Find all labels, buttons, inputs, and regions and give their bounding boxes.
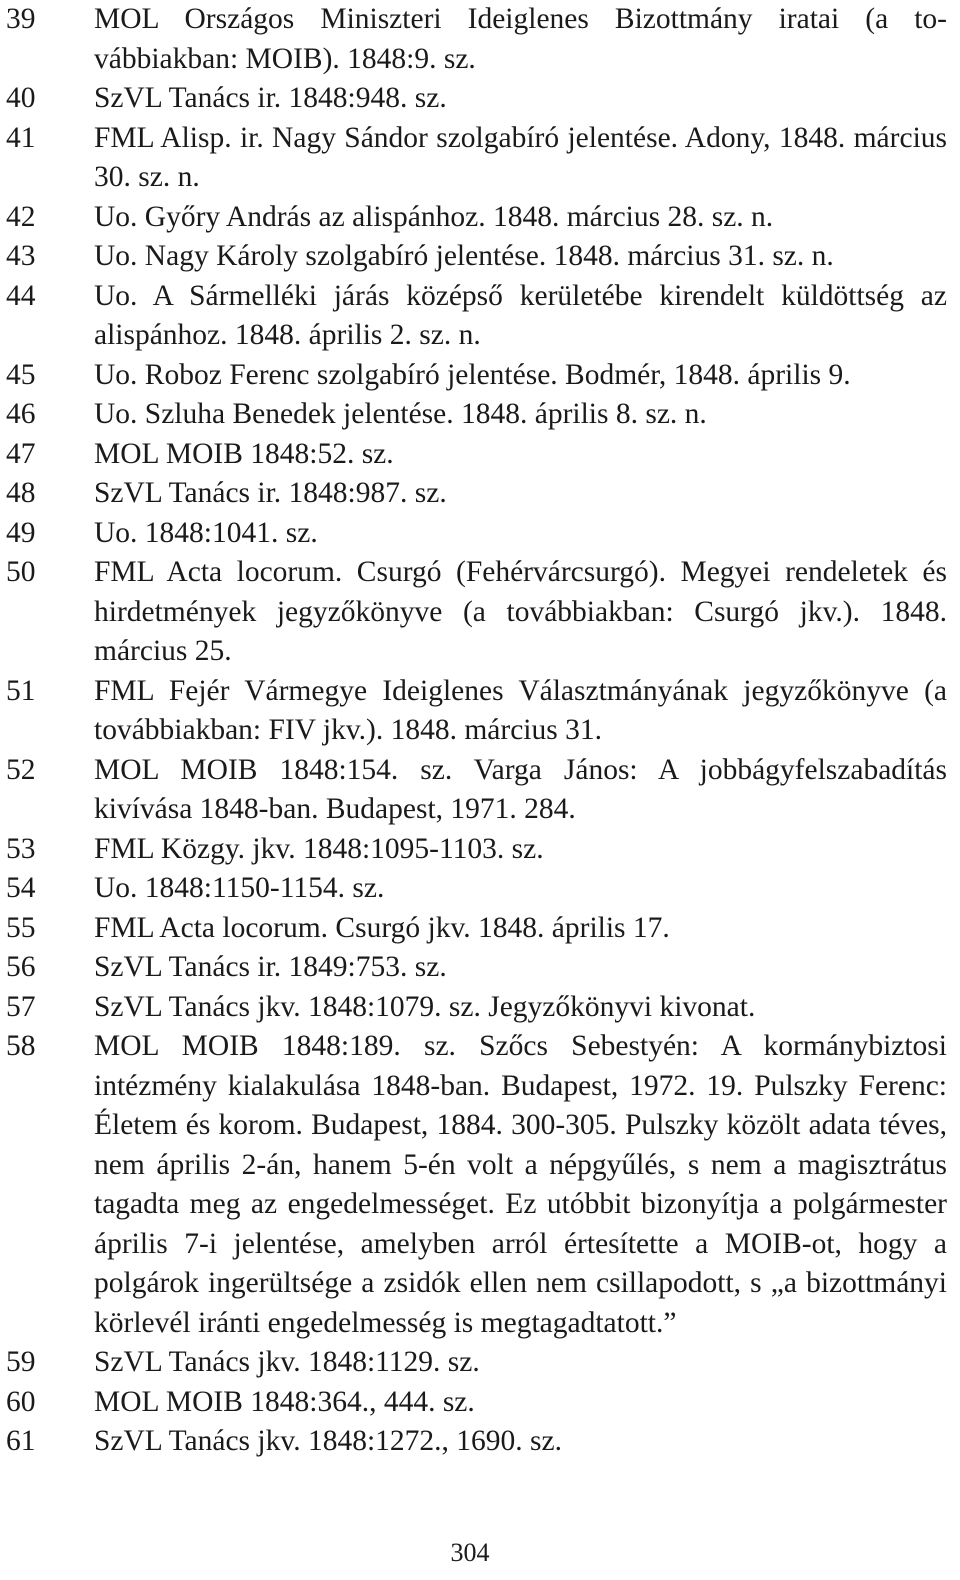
footnote-text: Uo. A Sármelléki járás középső kerületébe kirendelt küldöttség az alispánhoz. 1848. április 2. sz. n. — [94, 279, 947, 351]
footnote-text: Uo. Győry András az alispánhoz. 1848. március 28. sz. n. — [94, 200, 774, 233]
footnote-text: SzVL Tanács jkv. 1848:1129. sz. — [94, 1346, 480, 1378]
footnote-text: FML Közgy. jkv. 1848:1095-1103. sz. — [94, 832, 544, 865]
footnote-54 — [0, 869, 960, 909]
footnote-text: SzVL Tanács jkv. 1848:1079. sz. Jegyzőkönyvi kivonat. — [94, 990, 756, 1023]
footnote-53 — [0, 830, 960, 870]
footnote-text: MOL MOIB 1848:189. sz. Szőcs Sebestyén: A kormánybiztosi intézmény kialakulása 1848-ban. Budapest, 1972. 19. Pulszky Ferenc: Életem és korom. Budapest, 1884. 300-305. Pulszky közölt adata téves, nem április 2-án, hanem 5-én volt a népgyűlés, s nem a magisztrátus tagadta meg az engedelmességet. Ez utóbbit bizonyítja a polgármester április 7-i jelentése, amelyben arról értesítette a MOIB-ot, hogy a polgárok ingerültsége a zsidók ellen nem csillapodott, s „a bizottmányi körlevél iránti engedelmesség is megtagadtatott.” — [94, 1030, 947, 1339]
footnote-40 — [0, 79, 960, 119]
footnote-42 — [0, 198, 960, 238]
footnote-text: SzVL Tanács ir. 1848:987. sz. — [94, 477, 447, 509]
footnote-55 — [0, 909, 960, 949]
footnote-number: 42 — [6, 200, 36, 233]
footnote-60 — [0, 1383, 960, 1423]
footnote-number: 57 — [6, 990, 36, 1023]
footnote-57 — [0, 988, 960, 1028]
footnote-text: Uo. Nagy Károly szolgabíró jelentése. 1848. március 31. sz. n. — [94, 240, 834, 272]
footnote-number: 45 — [6, 358, 36, 391]
footnote-50 — [0, 553, 960, 672]
footnote-number: 53 — [6, 832, 36, 865]
footnote-number: 48 — [6, 477, 36, 509]
footnote-number: 41 — [6, 121, 36, 154]
footnote-text: FML Acta locorum. Csurgó jkv. 1848. április 17. — [94, 911, 670, 944]
footnote-45 — [0, 356, 960, 396]
footnote-number: 39 — [6, 3, 36, 35]
page-number: 304 — [450, 1538, 490, 1567]
footnote-49 — [0, 514, 960, 554]
footnote-number: 54 — [6, 872, 36, 904]
footnote-56 — [0, 948, 960, 988]
footnote-text: FML Fejér Vármegye Ideiglenes Választmányának jegyzőkönyve (a továbbiakban: FIV jkv.). 1848. március 31. — [94, 674, 947, 746]
footnote-39 — [0, 0, 960, 79]
footnote-number: 52 — [6, 753, 36, 786]
footnote-number: 55 — [6, 911, 36, 944]
footnote-number: 43 — [6, 240, 36, 272]
footnote-number: 60 — [6, 1385, 36, 1418]
footnote-43 — [0, 237, 960, 277]
footnote-number: 61 — [6, 1425, 36, 1457]
footnote-58 — [0, 1027, 960, 1343]
footnote-text: SzVL Tanács ir. 1848:948. sz. — [94, 82, 447, 114]
footnote-number: 59 — [6, 1346, 36, 1378]
footnote-text: Uo. 1848:1150-1154. sz. — [94, 872, 385, 904]
footnote-41 — [0, 119, 960, 198]
footnote-text: FML Alisp. ir. Nagy Sándor szolgabíró jelentése. Adony, 1848. március 30. sz. n. — [94, 121, 947, 193]
footnote-text: MOL Országos Miniszteri Ideiglenes Bizottmány iratai (a továbbiakban: MOIB). 1848:9. sz. — [94, 3, 947, 75]
footnote-text: MOL MOIB 1848:364., 444. sz. — [94, 1385, 475, 1418]
footnote-text: Uo. Szluha Benedek jelentése. 1848. április 8. sz. n. — [94, 398, 707, 430]
footnote-59 — [0, 1343, 960, 1383]
footnote-text: SzVL Tanács ir. 1849:753. sz. — [94, 951, 447, 983]
footnote-52 — [0, 751, 960, 830]
footnote-number: 58 — [6, 1030, 36, 1062]
footnote-number: 49 — [6, 516, 36, 549]
footnote-number: 47 — [6, 437, 36, 470]
footnote-number: 50 — [6, 556, 36, 588]
footnote-text: MOL MOIB 1848:154. sz. Varga János: A jobbágyfelszabadítás kivívása 1848-ban. Budapest, 1971. 284. — [94, 753, 947, 825]
footnote-text: MOL MOIB 1848:52. sz. — [94, 437, 394, 470]
footnote-text: FML Acta locorum. Csurgó (Fehérvárcsurgó). Megyei rendeletek és hirdetmények jegyzőkönyve (a továbbiakban: Csurgó jkv.). 1848. március 25. — [94, 556, 947, 667]
footnote-44 — [0, 277, 960, 356]
footnote-number: 40 — [6, 82, 36, 114]
footnote-text: SzVL Tanács jkv. 1848:1272., 1690. sz. — [94, 1425, 562, 1457]
footnote-number: 46 — [6, 398, 36, 430]
footnote-51 — [0, 672, 960, 751]
footnote-number: 51 — [6, 674, 36, 707]
footnote-48 — [0, 474, 960, 514]
footnote-47 — [0, 435, 960, 475]
footnote-number: 56 — [6, 951, 36, 983]
footnote-text: Uo. 1848:1041. sz. — [94, 516, 318, 549]
footnote-text: Uo. Roboz Ferenc szolgabíró jelentése. Bodmér, 1848. április 9. — [94, 358, 851, 391]
footnote-46 — [0, 395, 960, 435]
footnote-61 — [0, 1422, 960, 1462]
footnote-number: 44 — [6, 279, 36, 312]
